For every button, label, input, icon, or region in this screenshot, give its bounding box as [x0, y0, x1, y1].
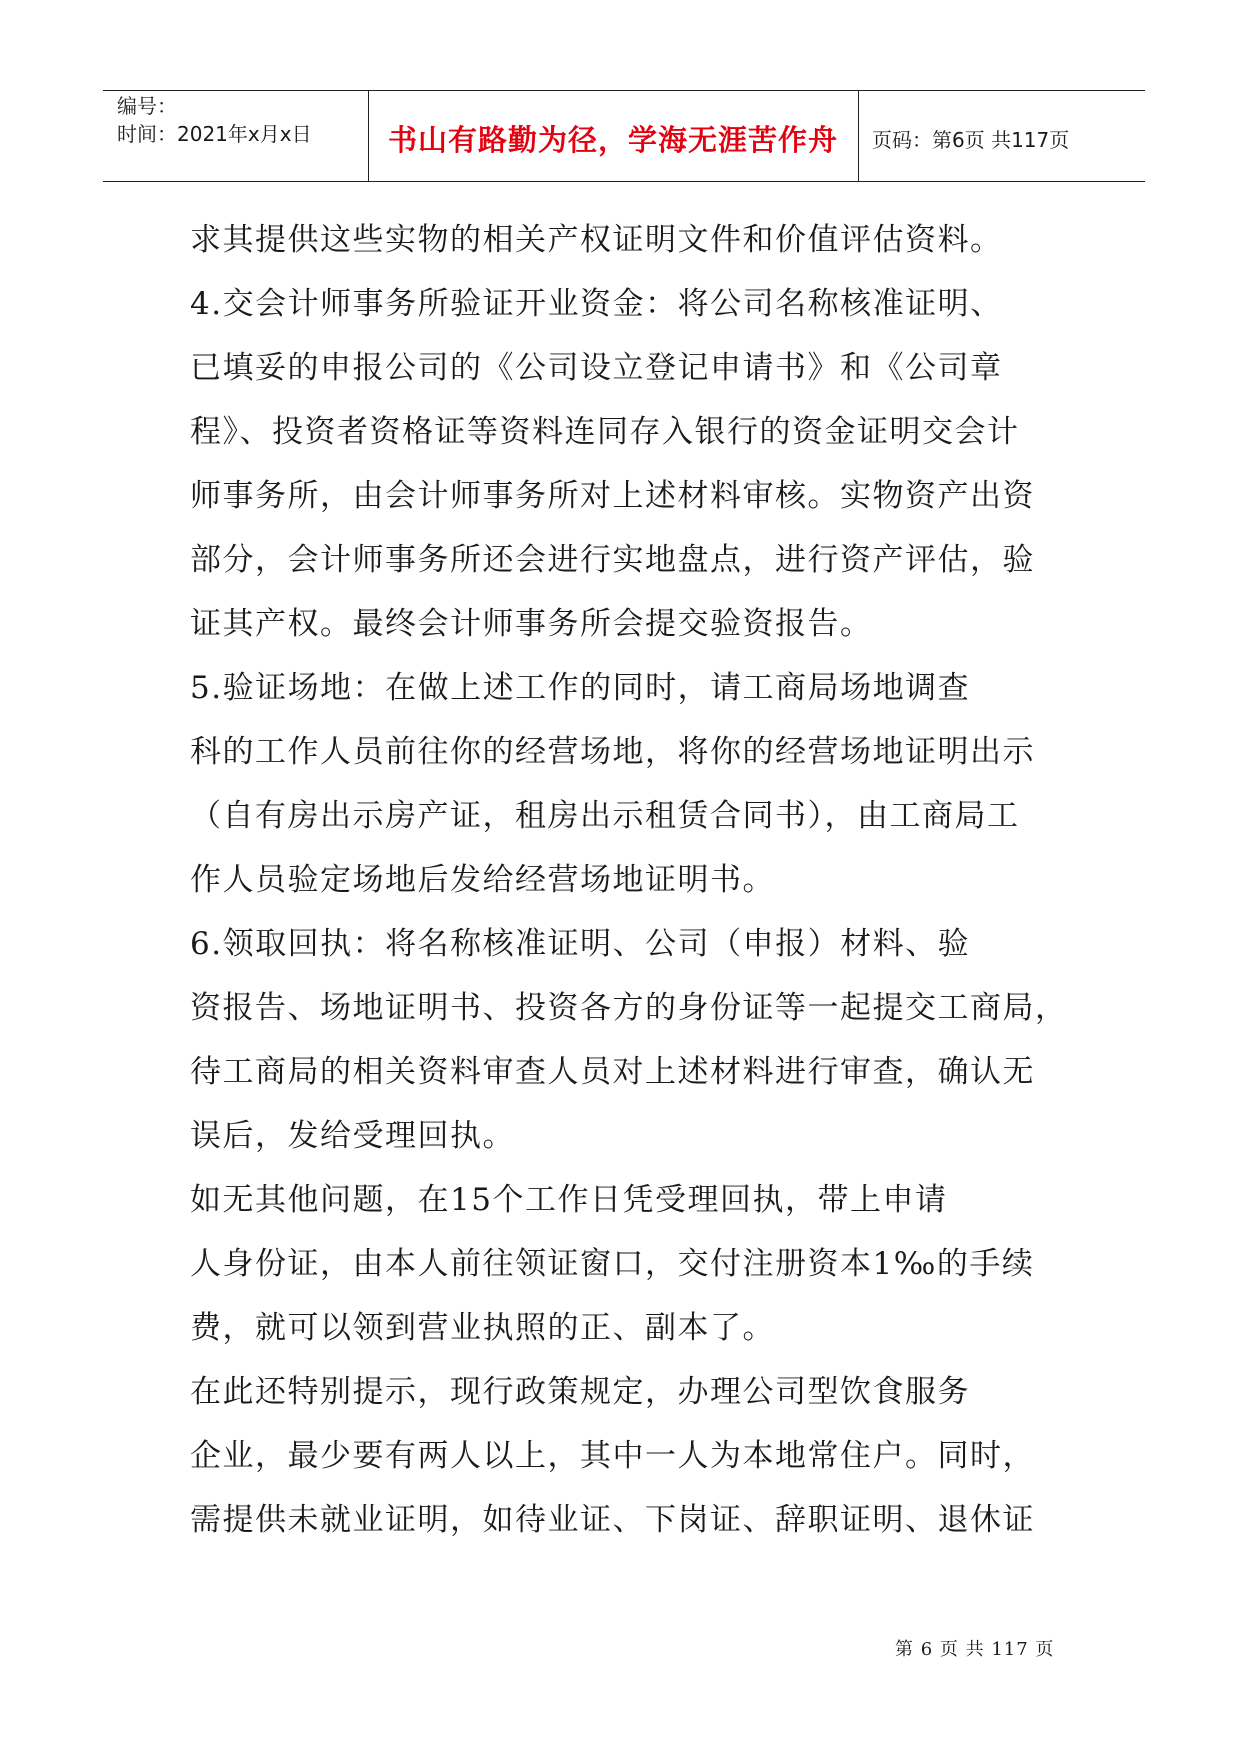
text-line: 已填妥的申报公司的《公司设立登记申请书》和《公司章: [190, 350, 1003, 386]
header-meta: [117, 92, 312, 148]
header-bottom-rule: [103, 181, 1145, 182]
header-time: 时间：2021年x月x日: [117, 122, 312, 146]
text-line: 师事务所，由会计师事务所对上述材料审核。实物资产出资: [190, 478, 1035, 514]
text-line: 企业，最少要有两人以上，其中一人为本地常住户。同时，: [190, 1438, 1035, 1474]
text-line: 资报告、场地证明书、投资各方的身份证等一起提交工商局，: [190, 990, 1068, 1026]
text-line: 5.验证场地：在做上述工作的同时，请工商局场地调查: [190, 670, 971, 706]
text-line: 人身份证，由本人前往领证窗口，交付注册资本1‰的手续: [190, 1246, 1035, 1282]
text-line: 6.领取回执：将名称核准证明、公司（申报）材料、验: [190, 926, 971, 962]
text-line: 误后，发给受理回执。: [190, 1118, 515, 1154]
header-number: 编号：: [117, 94, 177, 118]
document-body: [190, 208, 1070, 1552]
text-line: 需提供未就业证明，如待业证、下岗证、辞职证明、退休证: [190, 1502, 1035, 1538]
text-line: 在此还特别提示，现行政策规定，办理公司型饮食服务: [190, 1374, 970, 1410]
text-line: 科的工作人员前往你的经营场地，将你的经营场地证明出示: [190, 734, 1035, 770]
header-motto: 书山有路勤为径，学海无涯苦作舟: [387, 123, 838, 157]
header-page-number: 页码：第6页 共117页: [872, 128, 1070, 152]
text-line: 部分，会计师事务所还会进行实地盘点，进行资产评估，验: [190, 542, 1035, 578]
text-line: 费，就可以领到营业执照的正、副本了。: [190, 1310, 775, 1346]
text-line: 4.交会计师事务所验证开业资金：将公司名称核准证明、: [190, 286, 1003, 322]
text-line: 程》、投资者资格证等资料连同存入银行的资金证明交会计: [190, 414, 1020, 450]
header-top-rule: [103, 90, 1145, 91]
text-line: （自有房出示房产证，租房出示租赁合同书），由工商局工: [190, 798, 1020, 834]
text-line: 作人员验定场地后发给经营场地证明书。: [190, 862, 775, 898]
page-footer: 第 6 页 共 117 页: [895, 1639, 1055, 1660]
header-divider-right: [858, 90, 859, 181]
text-line: 待工商局的相关资料审查人员对上述材料进行审查，确认无: [190, 1054, 1035, 1090]
text-line: 证其产权。最终会计师事务所会提交验资报告。: [190, 606, 873, 642]
text-line: 如无其他问题，在15个工作日凭受理回执，带上申请: [190, 1182, 948, 1218]
text-line: 求其提供这些实物的相关产权证明文件和价值评估资料。: [190, 222, 1003, 258]
